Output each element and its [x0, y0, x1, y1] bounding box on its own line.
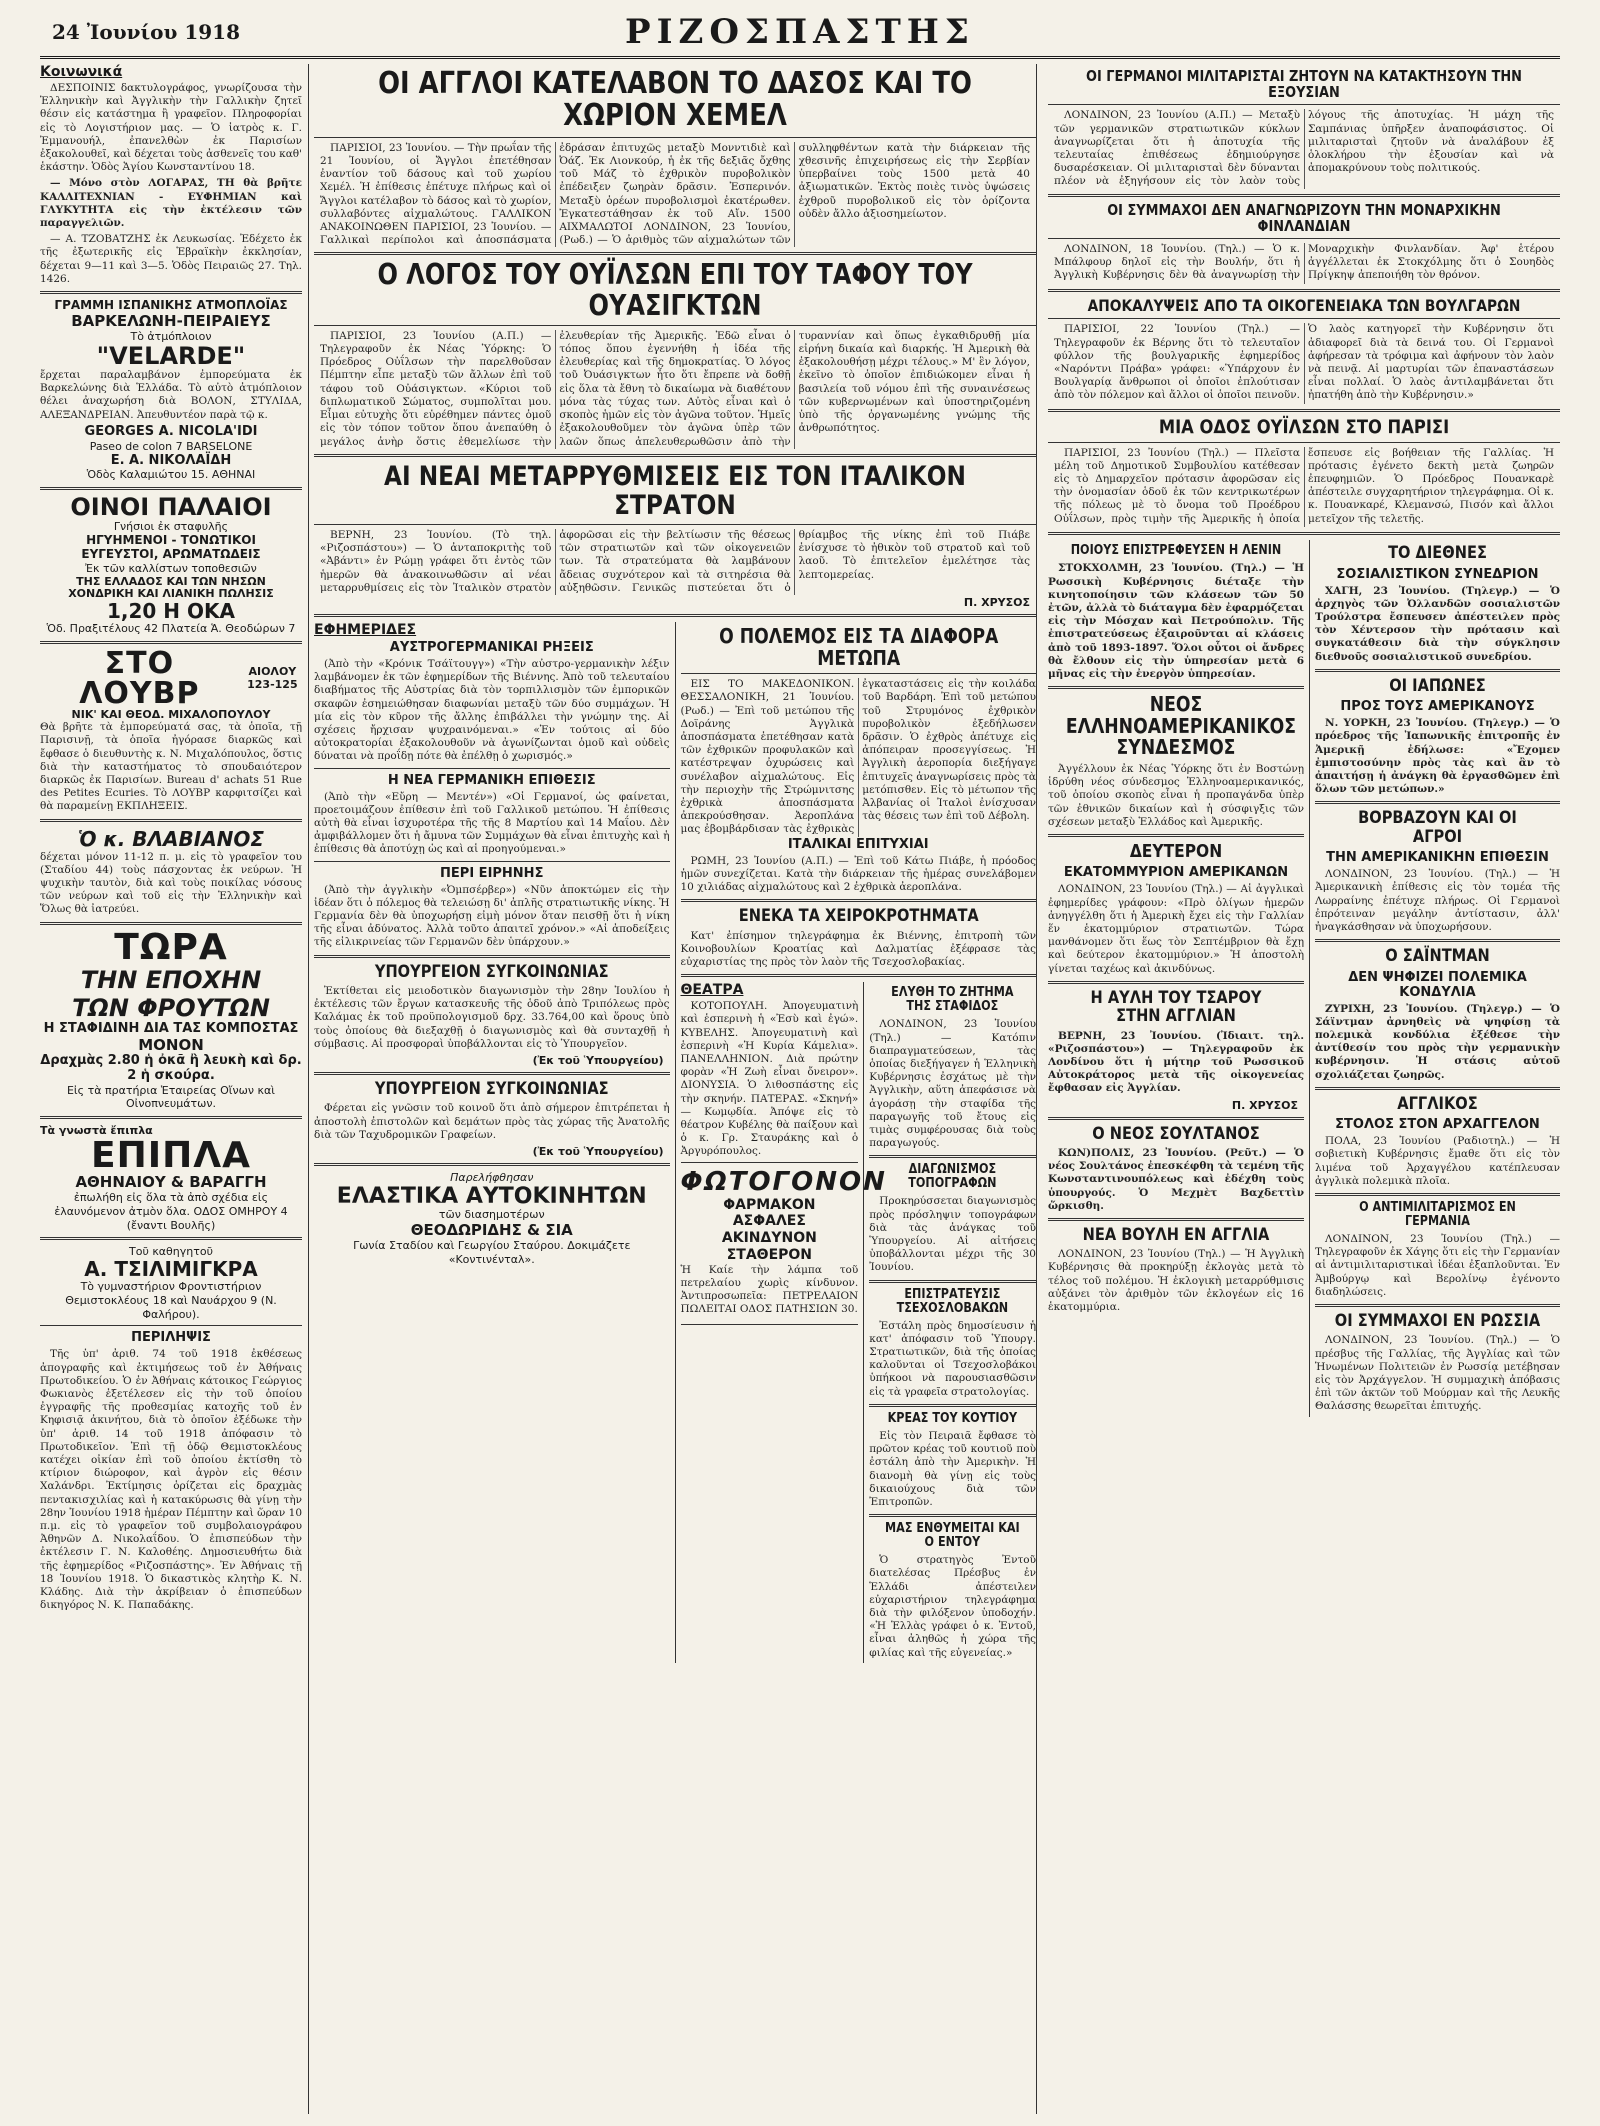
epipla-body: ἐπωλήθη εἰς ὅλα τὰ ἀπὸ σχέδια εἰς ἐλαυνόμενον ἀτμὸν ὅλα. ΟΔΟΣ ΟΜΗΡΟΥ 4 (ἔναντι Βουλῆς) — [54, 1191, 288, 1232]
tzovatzis-ad: — Α. ΤΖΟΒΑΤΖΗΣ ἐκ Λευκωσίας. Ἐδέχετο ἐκ τῆς ἐξωτερικῆς εἰς Ἑβραϊκὴν ἐκκλησίαν, δέχεται 9—11 καὶ 3—5. Ὁδὸς Πειραιῶς 27. Τηλ. 1426. — [40, 233, 302, 285]
efimerides-sub2: Η ΝΕΑ ΓΕΡΜΑΝΙΚΗ ΕΠΙΘΕΣΙΣ — [387, 772, 596, 788]
divider — [314, 454, 1036, 457]
borazoun-sub: ΤΗΝ ΑΜΕΡΙΚΑΝΙΚΗΝ ΕΠΙΘΕΣΙΝ — [1326, 850, 1549, 866]
oinoi-line1: ΗΓΥΗΜΕΝΟΙ - ΤΟΝΩΤΙΚΟΙ — [86, 533, 256, 548]
kom-headline: Ο ΑΝΤΙΜΙΛΙΤΑΡΙΣΜΟΣ ΕΝ ΓΕΡΜΑΝΙΑ — [1359, 1199, 1516, 1229]
kreas-body: Εἰς τὸν Πειραιᾶ ἔφθασε τὸ πρῶτον κρέας τοῦ κουτιοῦ ποὺ ἐστάλη ἀπὸ τὴν Ἀμερικὴν. Ἡ διανομὴ θὰ γίνῃ εἰς τοὺς δικαιούχους διὰ τῶν Ἐπιτροπῶν. — [869, 1429, 1036, 1508]
divider — [869, 1280, 1036, 1283]
tora-line1: ΤΗΝ ΕΠΟΧΗΝ — [80, 965, 262, 994]
seidman-sub: ΔΕΝ ΨΗΦΙΖΕΙ ΠΟΛΕΜΙΚΑ ΚΟΝΔΥΛΙΑ — [1348, 969, 1527, 1000]
louvro-addr: ΑΙΟΛΟΥ 123-125 — [247, 664, 298, 691]
koinonika-heading: Κοινωνικά — [40, 64, 123, 80]
diethnes-headline: ΤΟ ΔΙΕΘΝΕΣ — [1388, 543, 1487, 564]
divider — [1048, 442, 1560, 443]
auto-kicker: Παρελήφθησαν — [450, 1171, 534, 1185]
diag-headline: ΔΙΑΓΩΝΙΣΜΟΣ ΤΟΠΟΓΡΑΦΩΝ — [908, 1162, 997, 1192]
tora-price: Δραχμὰς 2.80 ἡ ὀκᾶ ἢ λευκὴ καὶ δρ. 2 ἡ σκούρα. — [40, 1052, 302, 1083]
gramme-agent2: Ε. Α. ΝΙΚΟΛΑΪΔΗ — [110, 452, 232, 468]
symm-body: ΛΟΝΔΙΝΟΝ, 23 Ἰουνίου. (Τηλ.) — Ὁ πρέσβυς τῆς Γαλλίας, τῆς Ἀγγλίας καὶ τῶν Ἡνωμένων Πολιτειῶν ἐν Ρωσσίᾳ μετέβησαν εἰς τὸν Ἀρχάγγελον. Ἡ συμμαχικὴ ἀπόβασις ἐπὶ τῶν ἀκτῶν τοῦ Μούρμαν καὶ τῆς Λευκῆς Θαλάσσης θεωρεῖται ἐπιτυχής. — [1315, 1334, 1560, 1413]
right-lower — [1048, 540, 1560, 1416]
center-lower-right — [676, 622, 1037, 1663]
divider — [869, 1404, 1036, 1407]
divider — [1315, 801, 1560, 804]
divider — [1048, 238, 1560, 239]
koinonika-text: ΔΕΣΠΟΙΝΙΣ δακτυλογράφος, γνωρίζουσα τὴν Ἑλληνικὴν καὶ Ἀγγλικὴν τὴν Γαλλικὴν ζητεῖ θέσιν εἰς κατάστημα ἢ γραφεῖον. Πληροφορίαι εἰς τὸ Λογιστήριον μας. — Ὁ ἰατρὸς κ. Γ. Ἐμμανουήλ, ἐπανελθὼν ἐκ Παρισίων ἐξακολουθεῖ, καὶ δέχεται τοὺς ἀσθενεῖς του καθ' ἑκάστην. Ὁδὸς Ἁγίου Κωνσταντίνου 18. — [40, 82, 302, 174]
elladoamer-headline: ΝΕΟΣ ΕΛΛΗΝΟΑΜΕΡΙΚΑΝΙΚΟΣ ΣΥΝΔΕΣΜΟΣ — [1065, 692, 1297, 760]
efimerides-body1: (Ἀπὸ τὴν «Κρόνικ Τσάϊτουγγ») «Τὴν αὐστρο-γερμανικὴν λέξιν λαμβάνομεν ἐκ τῶν ἐφημερίδων τῆς Βιέννης. Ἀπὸ τοῦ τελευταίου διαβήματος τῆς Αὐστρίας διὰ τὸν τορπιλλισμὸν τῶν ἐμπορικῶν σκαφῶν ἐσημειώθησαν διαφωνίαι μεταξὺ τῶν δύο συμμάχων. Ἡ μία εἰς τὸν κῦρον τῆς ἄλλης ἐπιβάλλει τὴν γνώμην της. Αἱ σχέσεις ἤρχισαν ψυχραινόμεναι.» «Ἐν τούτοις αἱ δύο αὐτοκρατορίαι ἐξακολουθοῦν νὰ ἀγωνίζωνται ὁμοῦ καὶ οὐδεὶς δύναται νὰ προΐδῃ πότε θὰ ἐπέλθῃ ὁ χωρισμός.» — [314, 658, 670, 763]
divider — [40, 291, 302, 294]
anglos-body: ΠΑΡΙΣΙΟΙ, 23 Ἰουνίου. — Τὴν πρωΐαν τῆς 21 Ἰουνίου, οἱ Ἄγγλοι ἐπετέθησαν ἐναντίον τοῦ δάσους καὶ τοῦ χωρίου Χεμέλ. Ἡ ἐπίθεσις ἐπέτυχε πλήρως καὶ οἱ Ἄγγλοι κατέλαβον τὸ δάσος καὶ τὸ χωρίον, συλλαβόντες αἰχμαλώτους. ΓΑΛΛΙΚΟΝ ΑΝΑΚΟΙΝΩΘΕΝ ΠΑΡΙΣΙΟΙ, 23 Ἰουνίου. — Γαλλικαὶ περίπολοι καὶ ἀποσπάσματα ἐδράσαν ἐπιτυχῶς μεταξὺ Μονντιδιὲ καὶ Ὀάζ. Ἐκ Λιονκούρ, ἡ ἐκ τῆς δεξιᾶς ὄχθης τοῦ Μάζ τὸ ἐχθρικὸν πυροβολικὸν ἐπέδειξεν ζωηρὰν δρᾶσιν. Ἐσπερινόν. Μεταξὺ ὀρέων πυροβολισμοὶ ἐκατέρωθεν. Ἐγκατεστάθησαν ἐκ τοῦ Αἴν. 1500 ΑΙΧΜΑΛΩΤΟΙ ΛΟΝΔΙΝΟΝ, 23 Ἰουνίου, (Ρωδ.) — Ὁ ἀριθμὸς τῶν αἰχμαλώτων τῶν συλληφθέντων κατὰ τὴν διάρκειαν τῆς χθεσινῆς ἐπιχειρήσεως εἰς τὴν Σερβίαν ὑπερβαίνει τοὺς 1500 μετὰ 40 ἀξιωματικῶν. Ἐκτὸς ποιὲς τινὸς ὑψώσεις ἐχθροῦ πυροβολικοῦ εἰς τὸν ὁρίζοντα οὐδὲν ἄλλο ἀξιοσημείωτον. — [320, 141, 1030, 247]
fotogonon-body: Ἡ Καίε τὴν λάμπα τοῦ πετρελαίου χωρὶς κίνδυνον. Ἀντιπροσωπεῖα: ΠΕΤΡΕΛΑΙΟΝ ΠΩΛΕΙΤΑΙ ΟΔΟΣ ΠΑΤΗΣΙΩΝ 30. — [680, 1263, 859, 1316]
germ-article — [1048, 109, 1560, 188]
elladoamer-body: Ἀγγέλλουν ἐκ Νέας Ὑόρκης ὅτι ἐν Βοστώνῃ ἱδρύθη νέος σύνδεσμος Ἑλληνοαμερικανικός, τοῦ ὁποίου σκοπὸς εἶναι ἡ προπαγάνδα ὑπὲρ τῶν ἐθνικῶν δικαίων καὶ ἡ σύσφιγξις τῶν σχέσεων μεταξὺ Ἑλλάδος καὶ Ἀμερικῆς. — [1048, 762, 1304, 828]
center-lower-left — [314, 622, 676, 1663]
oinoi-line3: Ἐκ τῶν καλλίστων τοποθεσιῶν — [85, 561, 257, 575]
seidman-body: ΖΥΡΙΧΗ, 23 Ἰουνίου. (Τηλεγρ.) — Ὁ Σάϊντμαν ἀρνηθεὶς νὰ ψηφίσῃ τὰ πολεμικὰ κονδύλια ἐξέθεσε τὴν ἀντίθεσίν του πρὸς τὴν γερμανικὴν κυβέρνησιν. Ἡ στάσις αὐτοῦ σχολιάζεται ζωηρῶς. — [1315, 1002, 1560, 1081]
newspaper-title: ΡΙΖΟΣΠΑΣΤΗΣ — [625, 12, 975, 52]
gramme-agent1: GEORGES A. NICOLA'IDI — [84, 423, 258, 439]
entou-body: Ὁ στρατηγὸς Ἐντοῦ διατελέσας Πρέσβυς ἐν Ἑλλάδι ἀπέστειλεν εὐχαριστήριον τηλεγράφημα διὰ τὴν φιλόξενον ὑποδοχήν. «Ἡ Ἑλλὰς γράφει ὁ κ. Ἐντοῦ, εἶναι ἀληθῶς ἡ χώρα τῆς φιλίας καὶ τῆς εὐγενείας.» — [869, 1554, 1036, 1659]
oinoi-line4: ΤΗΣ ΕΛΛΑΔΟΣ ΚΑΙ ΤΩΝ ΝΗΣΩΝ — [76, 574, 266, 588]
italia-headline: ΑΙ ΝΕΑΙ ΜΕΤΑΡΡΥΘΜΙΣΕΙΣ ΕΙΣ ΤΟΝ ΙΤΑΛΙΚΟΝ ΣΤΡΑΤΟΝ — [384, 460, 966, 521]
italikai-headline: ΙΤΑΛΙΚΑΙ ΕΠΙΤΥΧΙΑΙ — [787, 836, 929, 852]
right-column — [1048, 64, 1560, 2114]
odos-article — [1048, 447, 1560, 528]
divider — [314, 955, 670, 958]
iapones-headline: ΟΙ ΙΑΠΩΝΕΣ — [1389, 675, 1486, 696]
gramme-agent2-addr: Ὁδὸς Καλαμιώτου 15. ΑΘΗΝΑΙ — [86, 468, 256, 482]
anglos-article — [314, 142, 1036, 248]
italikai-body: ΡΩΜΗ, 23 Ἰουνίου (Α.Π.) — Ἐπὶ τοῦ Κάτω Πιάβε, ἡ πρόοδος ἡμῶν συνεχίζεται. Κατὰ τὴν διάρκειαν τῆς ἡμέρας συνελάβομεν 10 χιλιάδας αἰχμαλώτους καὶ 2 ἐχθρικὰ ἀεροπλάνα. — [680, 854, 1036, 894]
soultanos-headline: Ο ΝΕΟΣ ΣΟΥΛΤΑΝΟΣ — [1092, 1123, 1260, 1144]
diethnes-sub: ΣΟΣΙΑΛΙΣΤΙΚΟΝ ΣΥΝΕΔΡΙΟΝ — [1336, 566, 1539, 582]
borazoun-body: ΛΟΝΔΙΝΟΝ, 23 Ἰουνίου. (Τηλ.) — Ἡ Ἀμερικανικὴ ἐπίθεσις εἰς τὸν τομέα τῆς Λωρραίνης ἐπέτυχε πλήρως. Οἱ Γερμανοὶ ἐπρότειναν μεγάλην ἀντίστασιν, ἀλλ' ἠναγκάσθησαν νὰ ὑποχωρήσουν. — [1315, 868, 1560, 933]
gramme-ship-pre: Τὸ ἀτμόπλοιον — [130, 330, 212, 344]
borazoun-headline: ΒΟΡΒΑΖΟΥΝ ΚΑΙ ΟΙ ΑΓΡΟΙ — [1358, 808, 1517, 847]
divider — [314, 325, 1036, 326]
vlavianos-ad — [40, 827, 302, 917]
divider — [1048, 318, 1560, 319]
arch-headline: ΑΓΓΛΙΚΟΣ — [1397, 1093, 1478, 1114]
sygk2-headline: ΥΠΟΥΡΓΕΙΟΝ ΣΥΓΚΟΙΝΩΝΙΑΣ — [374, 1079, 609, 1100]
divider — [1315, 1087, 1560, 1090]
fin-headline: ΟΙ ΣΥΜΜΑΧΟΙ ΔΕΝ ΑΝΑΓΝΩΡΙΖΟΥΝ ΤΗΝ ΜΟΝΑΡΧΙΚΗΝ ΦΙΝΛΑΝΔΙΑΝ — [1107, 200, 1501, 235]
theatra-heading: ΘΕΑΤΡΑ — [680, 982, 744, 999]
oinoi-heading: ΟΙΝΟΙ ΠΑΛΑΙΟΙ — [70, 493, 272, 522]
sygk-signature: (Ἐκ τοῦ Ὑπουργείου) — [532, 1054, 664, 1068]
gramme-body: ἔρχεται παραλαμβάνον ἐμπορεύματα ἐκ Βαρκελώνης διὰ Ἑλλάδα. Τὸ αὐτὸ ἀτμόπλοιον θέλει ἀναχωρήση διὰ ΒΟΛΟΝ, ΣΤΥΛΙΔΑ, ΑΛΕΞΑΝΔΡΕΙΑΝ. Ἀπευθυντέον παρὰ τῷ κ. — [40, 369, 302, 421]
deuteron-headline: ΔΕΥΤΕΡΟΝ — [1129, 840, 1223, 862]
diag-body: Προκηρύσσεται διαγωνισμὸς πρὸς πρόσληψιν τοπογράφων διὰ τὰς ἀνάγκας τοῦ Ὑπουργείου. Αἱ αἰτήσεις ὑποβάλλονται μέχρι τῆς 30 Ἰουνίου. — [869, 1195, 1036, 1274]
divider — [40, 1237, 302, 1240]
divider — [1048, 981, 1304, 984]
diethnes-body: ΧΑΓΗ, 23 Ἰουνίου. (Τηλεγρ.) — Ὁ ἀρχηγὸς τῶν Ὀλλανδῶν σοσιαλιστῶν Τρούλστρα ἔσπευσεν ἀπέστειλεν πρὸς τὸν Χέντερσον τὴν πρότασιν καὶ συγκατάθεσιν διὰ τὴν σύγκλησιν διεθνοῦς σοσιαλιστικοῦ συνεδρίου. — [1315, 584, 1560, 663]
fotogonon-title: ΦΩΤΟΓΟΝΟΝ — [680, 1166, 887, 1197]
divider — [681, 899, 1037, 902]
cheiro-body: Κατ' ἐπίσημον τηλεγράφημα ἐκ Βιέννης, ἐπιτροπὴ τῶν Κοινοβουλίων Κροατίας καὶ Δαλματίας ἐξέφρασε τὰς εὐχαριστίας της πρὸς τὸν λαὸν τῆς Τσεχοσλοβακίας. — [680, 929, 1036, 969]
tsilimigras-body: Τὸ γυμναστήριον Φροντιστήριον Θεμιστοκλέους 18 καὶ Ναυάρχου 9 (Ν. Φαλήρου). — [65, 1280, 277, 1321]
wilson-headline: Ο ΛΟΓΟΣ ΤΟΥ ΟΥΪΛΣΩΝ ΕΠΙ ΤΟΥ ΤΑΦΟΥ ΤΟΥ ΟΥΑΣΙΓΚΤΩΝ — [377, 258, 973, 322]
left-column — [40, 64, 309, 2114]
stafis-headline: ΕΛΥΘΗ ΤΟ ΖΗΤΗΜΑ ΤΗΣ ΣΤΑΦΙΔΟΣ — [891, 985, 1014, 1015]
italia-signature: Π. ΧΡΥΣΟΣ — [963, 596, 1030, 610]
auto-sub: τῶν διασημοτέρων — [438, 1207, 545, 1221]
deuteron-sub: ΕΚΑΤΟΜΜΥΡΙΟΝ ΑΜΕΡΙΚΑΝΩΝ — [1063, 865, 1289, 881]
center-column — [314, 64, 1037, 2114]
issue-date: 24 Ἰουνίου 1918 — [52, 20, 240, 44]
efimerides-body3: (Ἀπὸ τὴν ἀγγλικὴν «Ὀμπσέρβερ») «Νῦν ἀποκτώμεν εἰς τὴν ἰδέαν ὅτι ὁ πόλεμος θὰ τελειώσῃ δι' ἀπλῆς στρατιωτικῆς νίκης. Ἡ Γερμανία δὲν θὰ ὑποχωρήσῃ εἰμὴ μόνον ὅταν πεισθῇ ὅτι ἡ νίκη τῆς εἶναι ἀδύνατος. Ἀλλὰ τοῦτο ἀπαιτεῖ χρόνον.» «Αἱ ἀποδείξεις τῆς εἰλικρινείας τῶν Γερμανῶν δὲν ὑπάρχουν.» — [314, 883, 670, 949]
sygk2-signature: (Ἐκ τοῦ Ὑπουργείου) — [532, 1145, 664, 1159]
sygk-body: Ἐκτίθεται εἰς μειοδοτικὸν διαγωνισμὸν τὴν 28ην Ἰουλίου ἡ ἐκτέλεσις τῶν ἔργων κατασκευῆς τῆς ὁδοῦ ἀπὸ Τριπόλεως πρὸς Καλάμας ἐκ τοῦ προϋπολογισμοῦ δρχ. 33.764,00 καὶ ὅρους ὑπὸ τοὺς ὁποίους θὰ διεξαχθῇ ὁ διαγωνισμὸς καὶ θὰ συνταχθῇ ἡ σύμβασις. Αἱ προσφοραὶ ὑποβάλλονται εἰς τὸ Ὑπουργεῖον. — [314, 985, 670, 1050]
divider — [1315, 1193, 1560, 1196]
oinoi-line2: ΕΥΓΕΥΣΤΟΙ, ΑΡΩΜΑΤΩΔΕΙΣ — [81, 546, 261, 561]
divider — [314, 252, 1036, 255]
divider — [314, 768, 670, 769]
gramme-agent1-addr: Paseo de colon 7 BARSELONE — [89, 439, 253, 453]
fin-article — [1048, 243, 1560, 284]
sygk-headline: ΥΠΟΥΡΓΕΙΟΝ ΣΥΓΚΟΙΝΩΝΙΑΣ — [374, 961, 609, 982]
auto-ad — [314, 1171, 670, 1266]
divider — [1315, 939, 1560, 942]
wilson-article — [314, 330, 1036, 449]
divider — [40, 1325, 302, 1326]
louvro-ad — [40, 645, 302, 814]
fotogonon-line2: ΑΣΦΑΛΕΣ — [732, 1213, 806, 1230]
wilson-body: ΠΑΡΙΣΙΟΙ, 23 Ἰουνίου (Α.Π.) — Τηλεγραφοῦν ἐκ Νέας Ὑόρκης: Ὁ Πρόεδρος Οὐΐλσων τὴν παρελθοῦσαν Πέμπτην εἶπε μεταξὺ τῶν ἄλλων ἐπὶ τοῦ τάφου τοῦ Οὐάσιγκτων. «Κύριοι τοῦ διπλωματικοῦ Σώματος, συμπολῖται μου. Εἶμαι εὐτυχὴς ὅτι εὑρέθημεν πάντες ὁμοῦ εἰς τὸν τόπον τοῦτον ὅπου ἀνεπαύθη ὁ μεγάλος ἀνὴρ ὅστις ἐθεμελίωσε τὴν ἐλευθερίαν τῆς Ἀμερικῆς. Ἐδῶ εἶναι ὁ τόπος ὅπου ἐγεννήθη ἡ ἰδέα τῆς ἐλευθερίας καὶ τῆς δημοκρατίας. Ὁ λόγος τοῦ Ὀυάσιγκτων ἦτο ὅτι ἔπρεπε νὰ δοθῇ εἰς ὅλα τὰ ἔθνη τὸ δικαίωμα νὰ διαθέτουν μόνα τὰς τύχας των. Αὐτὸς εἶναι καὶ ὁ σκοπὸς ἡμῶν εἰς τὸν ἀγῶνα τοῦτον. Ἡμεῖς ἐξακολουθοῦμεν τὸν ἀγῶνα ὑπὲρ τῶν λαῶν ὅπως ἀπελευθερωθῶσιν ἀπὸ τὴν τυραννίαν καὶ ὅπως ἐγκαθιδρυθῇ μία εἰρήνη δικαία καὶ διαρκής. Ἡ Ἀμερικὴ θὰ ἐξακολουθήσῃ μέχρι τέλους.» Μ' ἓν λόγον, ἐκεῖνο τὸ ὁποῖον ἐπιδιώκομεν εἶναι ἡ βασιλεία τοῦ νόμου ἐπὶ τῆς συναινέσεως τῶν κυβερνωμένων καὶ ὑποστηριζομένη ὑπὸ τῆς ὀργανωμένης γνώμης τῆς ἀνθρωπότητος. — [320, 329, 1030, 448]
fotogonon-line3: ΑΚΙΝΔΥΝΟΝ — [721, 1230, 817, 1247]
divider — [40, 487, 302, 490]
cheiro-headline: ΕΝΕΚΑ ΤΑ ΧΕΙΡΟΚΡΟΤΗΜΑΤΑ — [738, 906, 979, 927]
iapones-sub: ΠΡΟΣ ΤΟΥΣ ΑΜΕΡΙΚΑΝΟΥΣ — [1340, 699, 1535, 715]
theatra-column — [680, 982, 887, 1663]
divider — [40, 819, 302, 822]
gramme-ad — [40, 299, 302, 482]
epipla-kicker: Τὰ γνωστὰ ἔπιπλα — [40, 1124, 153, 1138]
louvro-body: Θὰ βρῆτε τὰ ἐμπορεύματά σας, τὰ ὁποῖα, τῇ Παρισινῇ, τὰ ὁποῖα ἠγόρασε διαρκῶς καὶ ἔφθασε ὁ διευθυντὴς κ. Ν. Μιχαλόπουλος, ὅστις διὰ τὴν καταστήματος τὸ σπουδαιότερον διαρκῶς ἐκ Παρισίων. Bureau d' achats 51 Rue des Petites Ecuries. Τὸ ΛΟΥΒΡ καρφιτσίζει καὶ θὰ παραμείνῃ ΕΚΠΛΗΞΕΙΣ. — [40, 721, 302, 813]
divider — [1048, 834, 1304, 837]
italia-body: ΒΕΡΝΗ, 23 Ἰουνίου. (Τὸ τηλ. «Ριζοσπάστου») — Ὁ ἀνταποκριτὴς τοῦ «Ἀβάντι» ἐν Ρώμῃ γράφει ὅτι ἐντὸς τῶν ἡμερῶν θὰ ἀνακοινωθῶσιν αἱ νέαι μεταρρυθμίσεις εἰς τὸν Ἰταλικὸν στρατὸν ἀφορῶσαι εἰς τὴν βελτίωσιν τῆς θέσεως τῶν στρατιωτῶν καὶ τῶν οἰκογενειῶν των. Τὰ στρατεύματα θὰ λαμβάνουν ἄδειας συχνότερον καὶ τὰ σιτηρέσια θὰ αὐξηθῶσιν. Γενικῶς πιστεύεται ὅτι ὁ θρίαμβος τῆς νίκης ἐπὶ τοῦ Πιάβε ἐνίσχυσε τὸ ἠθικὸν τοῦ στρατοῦ καὶ τοῦ λαοῦ. Τὸ ἐπιτελεῖον ἐμελέτησε τὰς λεπτομερείας. — [320, 529, 1030, 594]
louvro-heading: ΣΤΟ ΛΟΥΒΡ — [79, 645, 200, 711]
divider — [1048, 1218, 1304, 1221]
germ-headline: ΟΙ ΓΕΡΜΑΝΟΙ ΜΙΛΙΤΑΡΙΣΤΑΙ ΖΗΤΟΥΝ ΝΑ ΚΑΤΑΚΤΗΣΟΥΝ ΤΗΝ ΕΞΟΥΣΙΑΝ — [1086, 67, 1522, 102]
tora-line3: Η ΣΤΑΦΙΔΙΝΗ ΔΙΑ ΤΑΣ ΚΟΜΠΟΣΤΑΣ — [43, 1020, 299, 1036]
divider — [314, 1163, 670, 1166]
voul-body: ΠΑΡΙΣΙΟΙ, 22 Ἰουνίου (Τηλ.) — Τηλεγραφοῦν ἐκ Βέρνης ὅτι τὸ τελευταῖον φύλλον τῆς βουλγαρικῆς ἐφημερίδος «Ναρόντνι Πράβα» γράφει: «Ὑπάρχουν ἐν Βουλγαρίᾳ ἄνθρωποι οἱ ὁποῖοι ἐπλούτισαν ἀπὸ τὸν πόλεμον καὶ ἄλλοι οἱ ὁποῖοι πεινοῦν. Ὁ λαὸς κατηγορεῖ τὴν Κυβέρνησιν ὅτι ἀδιαφορεῖ διὰ τὰ δεινά του. Οἱ Γερμανοὶ ἀφήρεσαν τὰ τρόφιμα καὶ ἀφήνουν τὸν λαὸν νὰ πεινᾷ. Αἱ μαρτυρίαι τῶν ἐπαναστάσεων εἶναι πολλαί. Ὁ λαὸς ἀντιλαμβάνεται ὅτι ἠπατήθη ἀπὸ τὴν Κυβέρνησιν.» — [1054, 323, 1554, 402]
oinoi-price: 1,20 Η ΟΚΑ — [107, 598, 235, 623]
divider — [314, 1072, 670, 1075]
divider — [1315, 1304, 1560, 1307]
epipla-owners: ΑΘΗΝΑΙΟΥ & ΒΑΡΑΓΓΗ — [75, 1172, 267, 1191]
epipla-ad — [40, 1124, 302, 1232]
divider — [1048, 194, 1560, 197]
logos-ad: — Μόνο στὸν ΛΟΓΑΡΑΣ, ΤΗ θὰ βρῆτε ΚΑΛΛΙΤΕΧΝΙΑΝ - ΕΥΦΗΜΙΑΝ καὶ ΓΛΥΚΥΤΗΤΑ εἰς τὴν ἐκτέλεσιν τῶν παραγγελιῶν. — [40, 177, 302, 230]
tsar-headline: Η ΑΥΛΗ ΤΟΥ ΤΣΑΡΟΥ ΣΤΗΝ ΑΓΓΛΙΑΝ — [1090, 987, 1262, 1027]
vlavianos-body: δέχεται μόνον 11-12 π. μ. εἰς τὸ γραφεῖον του (Σταδίου 44) τοὺς πάσχοντας ἐκ νεύρων. Ἡ ψυχικὴν ταυτὸν, διὰ καὶ τοὺς ποικίλας νόσους τῶν νεύρων καὶ τοῦ εἰς τὴν Ἑλληνικὴν καὶ Ὅλως θὰ ἰατρεύει. — [40, 850, 302, 916]
center-lower — [314, 622, 1036, 1663]
kreas-headline: ΚΡΕΑΣ ΤΟΥ ΚΟΥΤΙΟΥ — [887, 1410, 1018, 1426]
tsar-signature: Π. ΧΡΥΣΟΣ — [1231, 1098, 1298, 1112]
divider — [681, 673, 1037, 674]
divider — [1048, 686, 1304, 689]
kom-body: ΛΟΝΔΙΝΟΝ, 23 Ἰουνίου (Τηλ.) — Τηλεγραφοῦν ἐκ Χάγης ὅτι εἰς τὴν Γερμανίαν αἱ ἀντιμιλιταριστικαὶ ἰδέαι ἐξαπλοῦνται. Ἐν Ἀμβούργῳ καὶ Βερολίνῳ ἐγένοντο διαδηλώσεις. — [1315, 1233, 1560, 1298]
entou-headline: ΜΑΣ ΕΝΘΥΜΕΙΤΑΙ ΚΑΙ Ο ΕΝΤΟΥ — [885, 1521, 1020, 1551]
seidman-headline: Ο ΣΑΪΝΤΜΑΝ — [1385, 946, 1490, 967]
oinoi-ad — [40, 495, 302, 635]
fotogonon-line4: ΣΤΑΘΕΡΟΝ — [726, 1247, 813, 1264]
tora-line2: ΤΩΝ ΦΡΟΥΤΩΝ — [72, 993, 270, 1022]
divider — [681, 974, 1037, 977]
perilipsis-body: Τῆς ὑπ' ἀριθ. 74 τοῦ 1918 ἐκθέσεως ἀπογραφῆς καὶ ἐκτιμήσεως τοῦ ἐν Ἀθήναις Πρωτοδικείου. Ὁ ἐν Ἀθήναις κάτοικος Γεώργιος Φωκιανὸς ἐξετέλεσεν εἰς τὴν τοῦ ὁποίου ἐγγραφῆς τῆς προθεσμίας κατοχῆς τοῦ ἐν Κηφισιᾷ ἀκινήτου, διὰ τὸ ὁποῖον ἐξέδωκε τὴν ὑπ' ἀριθ. 14 τοῦ 1918 ἀπόφασιν τὸ Πρωτοδικεῖον. Ἐπὶ τῇ ὁδῷ Θεμιστοκλέους κατέχει οἰκίαν ἐπὶ τοῦ ὁποίου ἐκτίσθη τὸ κτίριον διώροφον, καὶ ἀγρὸν εἰς θέσιν Χαλάνδρι. Ἐκτίμησις ὁρίζεται εἰς δραχμὰς πεντακισχιλίας καὶ ἡ κατακύρωσις θὰ γίνῃ τὴν 28ην Ἰουνίου 1918 ἡμέραν Πέμπτην καὶ ὥραν 10 π.μ. εἰς τὸ γραφεῖον τοῦ συμβολαιογράφου Ἀθηνῶν Δ. Νικολαΐδου. Ὁ ἐπισπεύδων τὴν ἐκτέλεσιν Γ. Ν. Καλοθέης. Δημοσιευθήτω διὰ τῆς ἐφημερίδος «Ριζοσπάστης». Ἐν Ἀθήναις τῇ 18 Ἰουνίου 1918. Ὁ δικαστικὸς κλητὴρ Κ. Ν. Κλάδης. Διὰ τὴν ἀκρίβειαν ὁ ἐπισπεύδων δικηγόρος Ν. Κ. Παπαδάκης. — [40, 1348, 302, 1612]
voul-article — [1048, 323, 1560, 404]
fin-body: ΛΟΝΔΙΝΟΝ, 18 Ἰουνίου. (Τηλ.) — Ὁ κ. Μπάλφουρ δηλοῖ εἰς τὴν Βουλήν, ὅτι ἡ Ἀγγλικὴ Κυβέρνησις δὲν θὰ ἀναγνωρίσῃ τὴν Μοναρχικὴν Φινλανδίαν. Ἀφ' ἑτέρου ἀγγέλλεται ἐκ Στοκχόλμης ὅτι ὁ Σουηδὸς Πρίγκηψ ἀπεποιήθη τὸν θρόνον. — [1054, 242, 1554, 282]
divider — [869, 1514, 1036, 1517]
divider — [40, 641, 302, 644]
oinoi-sub: Γνήσιοι ἐκ σταφυλῆς — [113, 520, 229, 534]
tsilimigras-heading: Α. ΤΣΙΛΙΜΙΓΚΡΑ — [84, 1257, 258, 1282]
efimerides-sub1: ΑΥΣΤΡΟΓΕΡΜΑΝΙΚΑΙ ΡΗΞΕΙΣ — [389, 640, 594, 656]
deuteron-body: ΛΟΝΔΙΝΟΝ, 23 Ἰουνίου (Τηλ.) — Αἱ ἀγγλικαὶ ἐφημερίδες γράφουν: «Πρὸ ὀλίγων ἡμερῶν ἀνηγγέλθη ὅτι ἡ Ἀμερικὴ ἔχει εἰς τὴν Γαλλίαν ἕν ἑκατομμύριον στρατιωτῶν. Τώρα μανθάνομεν ὅτι ἕως τὸν Σεπτέμβριον θὰ ἔχῃ καὶ δεύτερον ἑκατομμύριον.» Ἡ ἀποστολὴ γίνεται ταχέως καὶ ἀκινδύνως. — [1048, 883, 1304, 975]
rosia-headline: ΠΟΙΟΥΣ ΕΠΙΣΤΡΕΦΕΥΣΕΝ Η ΛΕΝΙΝ — [1070, 543, 1282, 559]
auto-addr: Γωνία Σταδίου καὶ Γεωργίου Σταύρου. Δοκιμάζετε «Κοντινένταλ». — [353, 1238, 631, 1266]
right-lower-right — [1310, 540, 1560, 1416]
iapones-body: Ν. ΥΟΡΚΗ, 23 Ἰουνίου. (Τηλεγρ.) — Ὁ πρόεδρος τῆς Ἰαπωνικῆς ἐπιτροπῆς ἐν Ἀμερικῇ ἐδήλωσε: «Ἔχομεν ἐμπιστοσύνην πρὸς τὰς καὶ ἂν τὸ ἀπαιτήσῃ ἡ ἀνάγκη θὰ ἐργασθῶμεν ἐπὶ ὅλων τῶν μετώπων.» — [1315, 717, 1560, 796]
odos-body: ΠΑΡΙΣΙΟΙ, 23 Ἰουνίου (Τηλ.) — Πλεῖστα μέλη τοῦ Δημοτικοῦ Συμβουλίου κατέθεσαν εἰς τὸ Δημαρχεῖον πρότασιν ἀφορῶσαν εἰς τὴν ὀνομασίαν ὁδοῦ ἐκ τῶν κεντρικωτέρων τῆς πόλεως μὲ τὸ ὄνομα τοῦ Προέδρου Οὐΐλσων, πρὸς τιμὴν τῆς Ἀμερικῆς ἡ ὁποία ἔσπευσε εἰς βοήθειαν τῆς Γαλλίας. Ἡ πρότασις ἐγένετο δεκτὴ μετὰ ζωηρῶν ἐπευφημιῶν. Ὁ Πρόεδρος Πουανκαρὲ ἀπέστειλε συγχαρητήριον τηλεγράφημα. Οἱ κ. κ. Πουανκαρέ, Κλεμανσώ, Πισόν καὶ ἄλλοι μετεῖχον τῆς τελετῆς. — [1054, 446, 1554, 525]
fotogonon-ad — [680, 1162, 887, 1325]
tora-line4: ΜΟΝΟΝ — [138, 1035, 204, 1054]
vouli-body: ΛΟΝΔΙΝΟΝ, 23 Ἰουνίου (Τηλ.) — Ἡ Ἀγγλικὴ Κυβέρνησις θὰ προκηρύξῃ ἐκλογὰς μετὰ τὸ τέλος τοῦ πολέμου. Ἡ ἐκλογικὴ μεταρρύθμισις αὐξάνει τὸν ἀριθμὸν τῶν ἐκλογέων εἰς 16 ἑκατομμύρια. — [1048, 1248, 1304, 1314]
divider — [40, 1116, 302, 1119]
vouli-headline: ΝΕΑ ΒΟΥΛΗ ΕΝ ΑΓΓΛΙΑ — [1082, 1224, 1270, 1245]
perilipsis-heading: ΠΕΡΙΛΗΨΙΣ — [131, 1330, 211, 1346]
divider — [314, 614, 1036, 617]
tsilimigras-kicker: Τοῦ καθηγητοῦ — [129, 1245, 213, 1259]
divider — [40, 922, 302, 925]
arch-sub: ΣΤΟΛΟΣ ΣΤΟΝ ΑΡΧΑΓΓΕΛΟΝ — [1335, 1117, 1540, 1133]
divider — [1048, 409, 1560, 412]
divider — [314, 524, 1036, 525]
stafis-body: ΛΟΝΔΙΝΟΝ, 23 Ἰουνίου (Τηλ.) — Κατόπιν διαπραγματεύσεων, τὰς ὁποίας διεξήγαγεν ἡ Ἑλληνικὴ Κυβέρνησις ἐσχάτως μὲ τὴν Ἀγγλικὴν, αὕτη ἀπεφάσισε νὰ ἀγοράσῃ τὴν σταφίδα τῆς παραγωγῆς τοῦ ἔτους εἰς τιμὰς συμφέρουσας διὰ τοὺς παραγωγούς. — [869, 1018, 1036, 1150]
divider — [314, 861, 670, 862]
soultanos-body: ΚΩΝ)ΠΟΛΙΣ, 23 Ἰουνίου. (Ρεῦτ.) — Ὁ νέος Σουλτάνος ἐπεσκέφθη τὰ τεμένη τῆς Κωνσταντινουπόλεως καὶ ἐδέχθη τοὺς ὑπουργούς. Ὁ Μεχμὲτ Βαχδεττὶν ὥρκισθη. — [1048, 1146, 1304, 1212]
center-lower-right-split — [681, 982, 1037, 1663]
fotogonon-line1: ΦΑΡΜΑΚΟΝ — [723, 1196, 816, 1213]
vlavianos-heading: Ὁ κ. ΒΛΑΒΙΑΝΟΣ — [77, 826, 265, 851]
epipla-heading: ΕΠΙΠΛΑ — [91, 1134, 251, 1176]
symm-headline: ΟΙ ΣΥΜΜΑΧΟΙ ΕΝ ΡΩΣΣΙΑ — [1334, 1311, 1541, 1332]
divider — [1315, 669, 1560, 672]
tsilimigras-ad — [40, 1245, 302, 1321]
rosia-body: ΣΤΟΚΧΟΛΜΗ, 23 Ἰουνίου. (Τηλ.) — Ἡ Ρωσσικὴ Κυβέρνησις διέταξε τὴν κινητοποίησιν τῶν κλάσεων τῶν 50 ἐτῶν, ἀλλὰ τὸ διάταγμα δὲν ἐφαρμόζεται εἰς τὴν Μόσχαν καὶ Πετρούπολιν. Τῆς ἐπιστρατεύσεως ἐξαιροῦνται αἱ κλάσεις ἀπὸ τοῦ 1893-1897. Ὅλοι οὗτοι οἱ ἄνδρες θὰ ἔλθουν εἰς τὴν ὑπηρεσίαν μετὰ 6 μῆνας εἰς τὴν ἐνεργὸν ὑπηρεσίαν. — [1048, 562, 1304, 680]
italia-article — [314, 529, 1036, 595]
gramme-ship: "VELARDE" — [96, 341, 246, 370]
tora-addr: Εἰς τὰ πρατήρια Ἑταιρείας Οἴνων καὶ Οἰνοπνευμάτων. — [66, 1083, 275, 1111]
efimerides-sub3: ΠΕΡΙ ΕΙΡΗΝΗΣ — [440, 865, 544, 881]
divider — [314, 137, 1036, 138]
efimerides-body2: (Ἀπὸ τὴν «Εὔρη — Μεντέν») «Οἱ Γερμανοί, ὡς φαίνεται, προετοιμάζουν ἐπίθεσιν ἐπὶ τοῦ Γαλλικοῦ μετώπου. Ἡ ἐπίθεσις αὐτὴ θὰ εἶναι ἰσχυροτέρα τῆς τῆς 8 Μαρτίου καὶ 14 Μαΐου. Δὲν ἀμφιβάλλομεν ὅτι ἡ ἄμυνα τῶν Συμμάχων θὰ εἶναι ἐπιτυχὴς καὶ ἡ ἐπίθεσις θὰ ἀποτύχῃ ὡς καὶ αἱ προηγούμεναι.» — [314, 790, 670, 856]
stafis-column — [864, 982, 1036, 1663]
auto-heading: ΕΛΑΣΤΙΚΑ ΑΥΤΟΚΙΝΗΤΩΝ — [336, 1183, 647, 1209]
auto-owner: ΘΕΟΔΩΡΙΔΗΣ & ΣΙΑ — [410, 1220, 573, 1239]
germ-body: ΛΟΝΔΙΝΟΝ, 23 Ἰουνίου (Α.Π.) — Μεταξὺ τῶν γερμανικῶν στρατιωτικῶν κύκλων ἀναγνωρίζεται ὅτι ἡ ἀποτυχία τῆς τελευταίας ἐπιθέσεως ἐδημιούργησε δυσαρέσκειαν. Οἱ μιλιταρισταὶ δὲν δύνανται πλέον νὰ ἐξηγήσουν εἰς τὸν λαὸν τοὺς λόγους τῆς ἀποτυχίας. Ἡ μάχη τῆς Σαμπάνιας ὑπῆρξεν ἀναποφάσιστος. Οἱ μιλιταρισταὶ ζητοῦν νὰ ἀναλάβουν ἐξ ὁλοκλήρου τὴν ἐξουσίαν καὶ νὰ ἀπομακρύνουν τοὺς πολιτικούς. — [1054, 109, 1554, 188]
esp-body: Ἐστάλη πρὸς δημοσίευσιν ἡ κατ' ἀπόφασιν τοῦ Ὑπουργ. Στρατιωτικῶν, διὰ τῆς ὁποίας καλοῦνται οἱ Τσεχοσλοβάκοι ὑπήκοοι νὰ παρουσιασθῶσιν εἰς τὰ γραφεῖα στρατολογίας. — [869, 1319, 1036, 1398]
tora-heading: ΤΩΡΑ — [114, 926, 228, 968]
oinoi-line5: ΧΟΝΔΡΙΚΗ ΚΑΙ ΛΙΑΝΙΚΗ ΠΩΛΗΣΙΣ — [68, 587, 274, 601]
right-lower-left — [1048, 540, 1310, 1416]
theatra-body: ΚΟΤΟΠΟΥΛΗ. Ἀπογευματινὴ καὶ ἑσπερινὴ ἡ «Ἐσὺ καὶ ἐγώ». ΚΥΒΕΛΗΣ. Ἀπογευματινὴ καὶ ἑσπερινὴ «Ἡ Κυρία Κάμελια». ΠΑΝΕΛΛΗΝΙΟΝ. Διὰ πρώτην φορὰν «Ἡ Ζωὴ εἶναι ὄνειρον». ΔΙΟΝΥΣΙΑ. Ὁ λιθοσπάστης εἰς τὴν σκηνήν. ΠΑΤΕΡΑΣ. «Σκηνή» — Κωμῳδία. Ἀπόψε εἰς τὸ θέατρον Κυβέλης θὰ παίξουν καὶ ὁ κ. Γρ. Σταυράκης καὶ ὁ Ἀργυρόπουλος. — [680, 1000, 859, 1158]
odos-headline: ΜΙΑ ΟΔΟΣ ΟΥΪΛΣΩΝ ΣΤΟ ΠΑΡΙΣΙ — [1158, 416, 1450, 439]
divider — [1048, 289, 1560, 292]
sygk2-body: Φέρεται εἰς γνῶσιν τοῦ κοινοῦ ὅτι ἀπὸ σήμερον ἐπιτρέπεται ἡ ἀποστολὴ ἐπιστολῶν καὶ δεμάτων πρὸς τὰς χώρας τῆς Ἀνατολῆς διὰ τῶν Ταχυδρομικῶν Γραφείων. — [314, 1102, 670, 1141]
oinoi-addr: Ὁδ. Πραξιτέλους 42 Πλατεία Ἁ. Θεοδώρων 7 — [46, 621, 296, 635]
louvro-owners: ΝΙΚ' ΚΑΙ ΘΕΟΔ. ΜΙΧΑΛΟΠΟΥΛΟΥ — [71, 707, 271, 721]
anglos-headline: ΟΙ ΑΓΓΛΟΙ ΚΑΤΕΛΑΒΟΝ ΤΟ ΔΑΣΟΣ ΚΑΙ ΤΟ ΧΩΡΙΟΝ ΧΕΜΕΛ — [378, 66, 972, 134]
arch-body: ΠΟΛΑ, 23 Ἰουνίου (Ραδιοτηλ.) — Ἡ σοβιετικὴ Κυβέρνησις ἔμαθε ὅτι εἰς τὸν λιμένα τοῦ Ἀρχαγγέλου κατέπλευσαν ἀγγλικὰ πολεμικὰ πλοῖα. — [1315, 1135, 1560, 1187]
divider — [1048, 1117, 1304, 1120]
divider — [1048, 104, 1560, 105]
efimerides-heading: ΕΦΗΜΕΡΙΔΕΣ — [314, 622, 417, 639]
esp-headline: ΕΠΙΣΤΡΑΤΕΥΣΙΣ ΤΣΕΧΟΣΛΟΒΑΚΩΝ — [896, 1286, 1009, 1316]
divider — [869, 1155, 1036, 1158]
polemos-body: ΕΙΣ ΤΟ ΜΑΚΕΔΟΝΙΚΟΝ. ΘΕΣΣΑΛΟΝΙΚΗ, 21 Ἰουνίου. (Ρωδ.) — Ἐπὶ τοῦ μετώπου τῆς Δοϊράνης Ἀγγλικὰ ἀποσπάσματα ἐπετέθησαν κατὰ τῶν ἐχθρικῶν προφυλακῶν καὶ κατέστρεψαν ὀχυρώσεις καὶ συνέλαβον αἰχμαλώτους. Εἰς τὴν περιοχὴν τῆς Στρώμνιτσης ἐχθρικὰ ἀποσπάσματα ἀπεκρούσθησαν. Ἀεροπλάνα μας ἐβομβάρδισαν τὰς ἐχθρικὰς ἐγκαταστάσεις εἰς τὴν κοιλάδα τοῦ Βαρδάρη. Ἐπὶ τοῦ μετώπου τοῦ Στρυμόνος ἐχθρικὸν πυροβολικὸν ἐξεδήλωσεν δρᾶσιν. Ὁ ἐχθρὸς ἀπέτυχε εἰς ἀπόπειραν προσεγγίσεως. Ἡ Ἀγγλικὴ ἀεροπορία διεξήγαγε ἐπιτυχεῖς ἀναγνωρίσεις πρὸς τὰ μετόπισθεν. Εἰς τὸ μέτωπον τῆς Ἀλβανίας οἱ Ἰταλοὶ ἐνίσχυσαν τὰς θέσεις των ἐπὶ τοῦ Δέβολη. — [680, 678, 1036, 836]
gramme-heading: ΓΡΑΜΜΗ ΙΣΠΑΝΙΚΗΣ ΑΤΜΟΠΛΟΪΑΣ — [54, 298, 288, 313]
gramme-route: ΒΑΡΚΕΛΩΝΗ-ΠΕΙΡΑΙΕΥΣ — [71, 311, 271, 330]
tora-ad — [40, 926, 302, 1112]
polemos-article — [681, 678, 1037, 836]
divider — [1048, 532, 1560, 535]
voul-headline: ΑΠΟΚΑΛΥΨΕΙΣ ΑΠΟ ΤΑ ΟΙΚΟΓΕΝΕΙΑΚΑ ΤΩΝ ΒΟΥΛΓΑΡΩΝ — [1087, 296, 1521, 316]
tsar-body: ΒΕΡΝΗ, 23 Ἰουνίου. (Ἰδιαιτ. τηλ. «Ριζοσπάστου») — Τηλεγραφοῦν ἐκ Λονδίνου ὅτι ἡ μήτηρ τοῦ Ρωσσικοῦ Αὐτοκράτορος μετὰ τῆς οἰκογενείας ἔφθασαν εἰς Ἀγγλίαν. — [1048, 1029, 1304, 1095]
polemos-headline: Ο ΠΟΛΕΜΟΣ ΕΙΣ ΤΑ ΔΙΑΦΟΡΑ ΜΕΤΩΠΑ — [718, 624, 998, 670]
masthead — [40, 10, 1560, 59]
